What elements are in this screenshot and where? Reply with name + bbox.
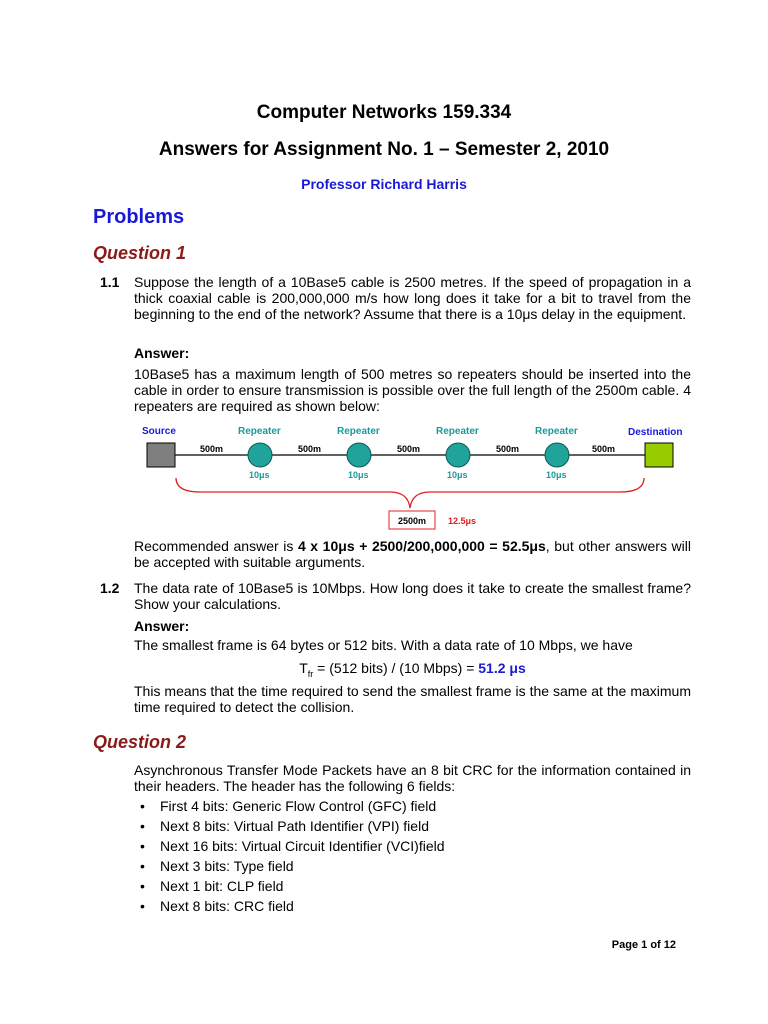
destination-label: Destination bbox=[628, 427, 683, 438]
document-title: Computer Networks 159.334 bbox=[256, 102, 512, 123]
author-name: Professor Richard Harris bbox=[301, 176, 467, 192]
list-item: • First 4 bits: Generic Flow Control (GFC) field bbox=[134, 796, 691, 816]
page-number: Page 1 of 12 bbox=[611, 939, 676, 951]
question-1-2-text: The data rate of 10Base5 is 10Mbps. How long does it take to create the smallest frame? Show your calculations. bbox=[134, 580, 691, 612]
question-1-heading: Question 1 bbox=[93, 243, 187, 263]
segment-label: 500m bbox=[397, 444, 421, 454]
repeater-label: Repeater bbox=[337, 426, 380, 437]
answer-1-2-text: The smallest frame is 64 bytes or 512 bits. With a data rate of 10 Mbps, we have bbox=[134, 637, 633, 653]
frame-time-formula: $T_{fr} = (512$ bits) / (10 Mbps) = 51.2 μs bbox=[299, 660, 526, 679]
total-length-label: 2500m bbox=[397, 516, 427, 526]
segment-label: 500m bbox=[298, 444, 322, 454]
section-title: Problems bbox=[93, 206, 185, 228]
recommended-answer-formula: 4 x 10μs + 2500/200,000,000 = 52.5μs bbox=[297, 538, 546, 554]
destination-node bbox=[645, 443, 673, 467]
question-1-1-text: Suppose the length of a 10Base5 cable is 2500 metres. If the speed of propagation in a thick coaxial cable is 200,000,000 m/s how long does it take for a bit to travel from the beginning to the end of the network? Assume that there is a 10μs delay in the equipment. bbox=[134, 274, 691, 322]
answer-1-1-text: 10Base5 has a maximum length of 500 metres so repeaters should be inserted into the cable in order to ensure transmission is possible over the full length of the 2500m cable. 4 repeaters are required as shown below: bbox=[134, 366, 691, 414]
repeater-3 bbox=[436, 426, 479, 480]
answer-1-1-label: Answer: bbox=[134, 345, 190, 361]
total-brace bbox=[176, 478, 644, 508]
question-1-1-number: 1.1 bbox=[100, 274, 120, 290]
list-item: • Next 3 bits: Type field bbox=[134, 856, 691, 876]
formula-result: 51.2 μs bbox=[478, 660, 526, 676]
repeater-delay-label: 10μs bbox=[546, 470, 567, 480]
repeater-label: Repeater bbox=[436, 426, 479, 437]
repeater-delay-label: 10μs bbox=[447, 470, 468, 480]
list-item: • Next 8 bits: Virtual Path Identifier (VPI) field bbox=[134, 816, 691, 836]
list-item: • Next 8 bits: CRC field bbox=[134, 896, 691, 916]
repeater-4 bbox=[535, 426, 578, 480]
repeater-delay-label: 10μs bbox=[249, 470, 270, 480]
repeater-diagram bbox=[140, 420, 690, 535]
repeater-1 bbox=[238, 426, 281, 480]
question-2-intro: Asynchronous Transfer Mode Packets have an 8 bit CRC for the information contained in their headers. The header has the following 6 fields: bbox=[134, 762, 691, 794]
list-item: • Next 1 bit: CLP field bbox=[134, 876, 691, 896]
answer-1-2-label: Answer: bbox=[134, 618, 190, 634]
source-label: Source bbox=[142, 426, 176, 437]
repeater-label: Repeater bbox=[535, 426, 578, 437]
question-2-heading: Question 2 bbox=[93, 732, 187, 752]
header-fields-list bbox=[134, 796, 691, 916]
segment-label: 500m bbox=[200, 444, 224, 454]
document-subtitle: Answers for Assignment No. 1 – Semester 2, 2010 bbox=[158, 139, 610, 160]
question-1-2-number: 1.2 bbox=[100, 580, 120, 596]
list-item: • Next 16 bits: Virtual Circuit Identifier (VCI)field bbox=[134, 836, 691, 856]
repeater-2 bbox=[337, 426, 380, 480]
segment-label: 500m bbox=[496, 444, 520, 454]
source-node bbox=[147, 443, 175, 467]
repeater-delay-label: 10μs bbox=[348, 470, 369, 480]
total-delay-label: 12.5μs bbox=[448, 516, 477, 526]
segment-label: 500m bbox=[592, 444, 616, 454]
recommended-answer: Recommended answer is 4 x 10μs + 2500/200,000,000 = 52.5μs, but other answers will be accepted with suitable arguments. bbox=[134, 538, 691, 570]
repeater-label: Repeater bbox=[238, 426, 281, 437]
answer-1-2-conclusion: This means that the time required to send the smallest frame is the same at the maximum time required to detect the collision. bbox=[134, 683, 691, 715]
